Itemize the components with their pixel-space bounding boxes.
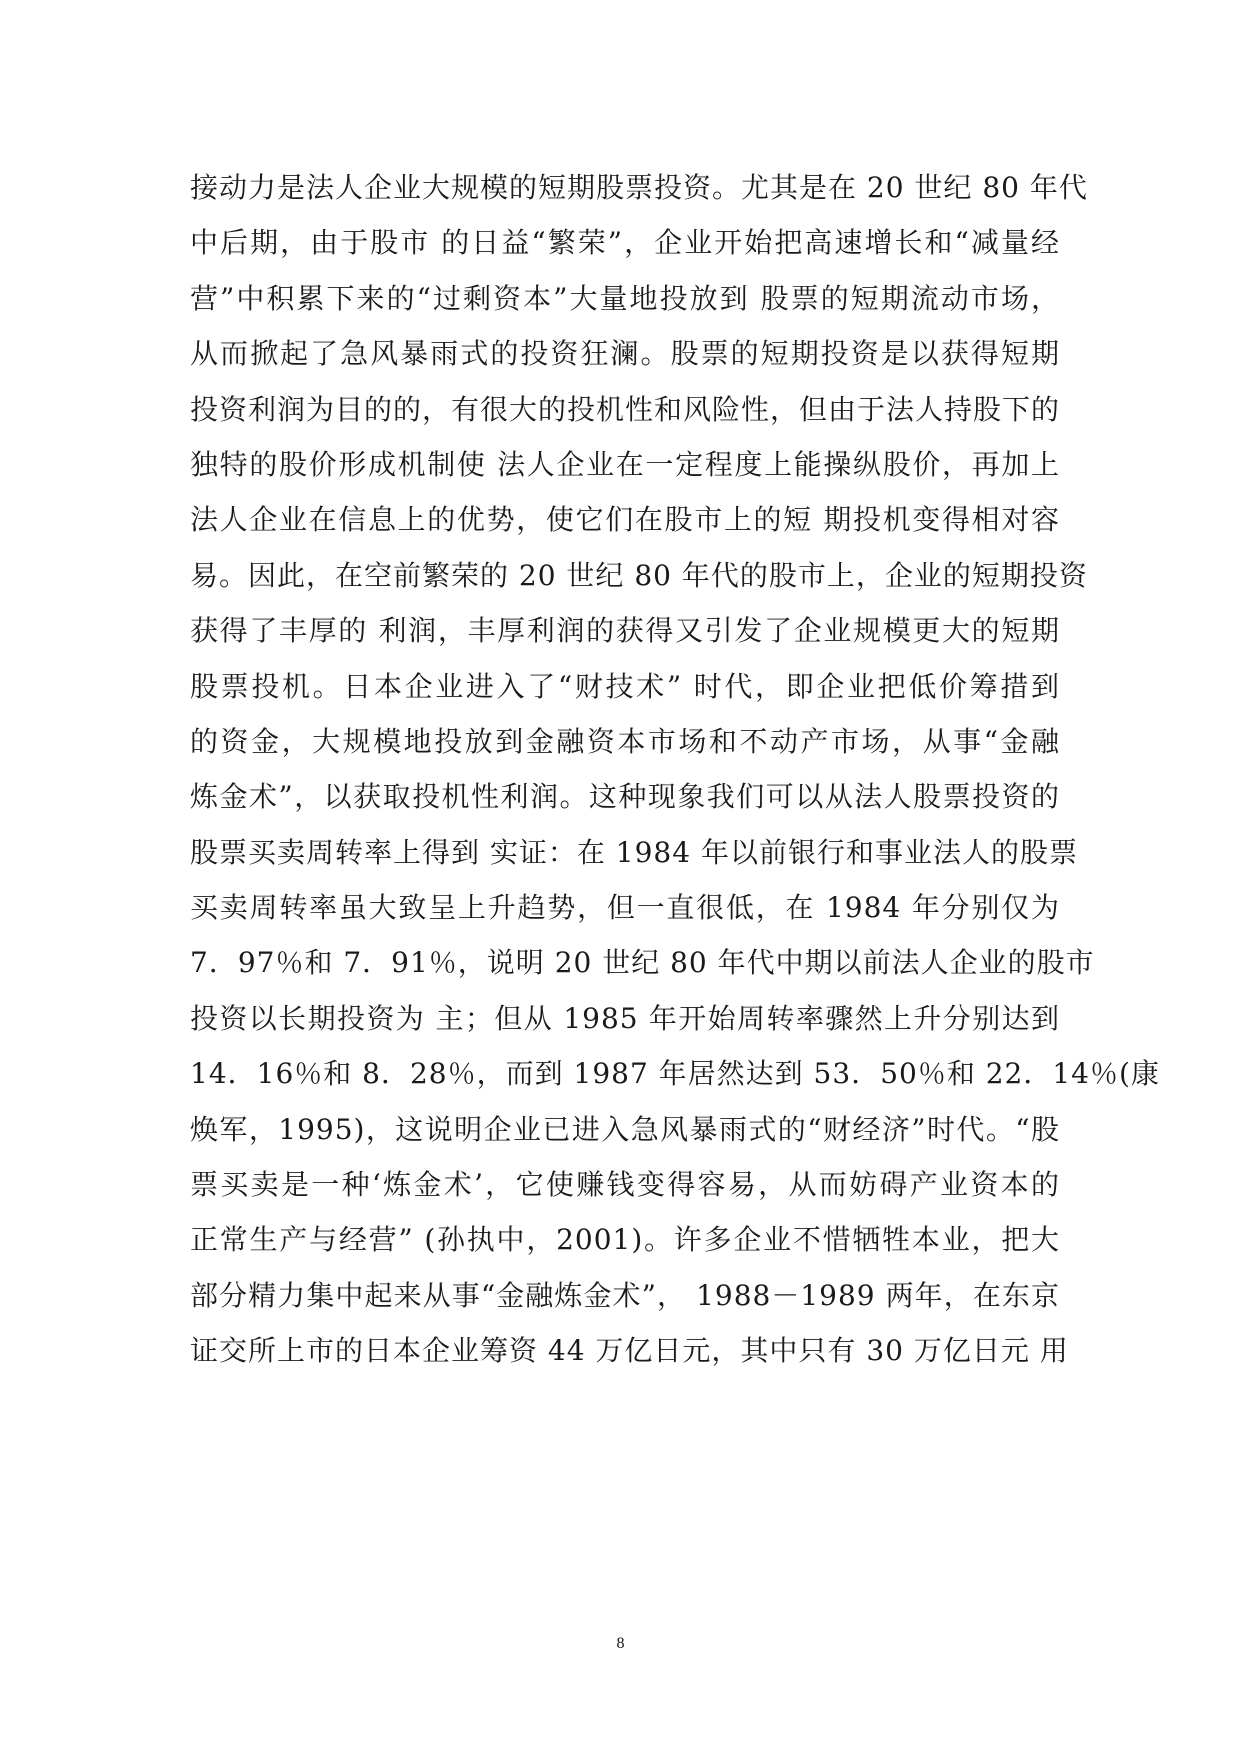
text-line: 部分精力集中起来从事“金融炼金术”， 1988－1989 两年，在东京 xyxy=(190,1278,1060,1312)
text-line: 的资金，大规模地投放到金融资本市场和不动产市场，从事“金融 xyxy=(190,724,1060,758)
text-line: 接动力是法人企业大规模的短期股票投资。尤其是在 20 世纪 80 年代 xyxy=(190,171,1088,204)
text-line: 7．97％和 7．91％，说明 20 世纪 80 年代中期以前法人企业的股市 xyxy=(190,946,1095,980)
text-line: 中后期，由于股市 的日益“繁荣”，企业开始把高速增长和“减量经 xyxy=(190,226,1060,260)
text-line: 从而掀起了急风暴雨式的投资狂澜。股票的短期投资是以获得短期 xyxy=(190,337,1060,371)
text-line: 股票买卖周转率上得到 实证：在 1984 年以前银行和事业法人的股票 xyxy=(190,835,1078,869)
text-line: 独特的股价形成机制使 法人企业在一定程度上能操纵股价，再加上 xyxy=(190,447,1060,481)
text-line: 股票投机。日本企业进入了“财技术” 时代，即企业把低价筹措到 xyxy=(190,669,1060,703)
text-line: 法人企业在信息上的优势，使它们在股市上的短 期投机变得相对容 xyxy=(190,503,1060,537)
text-line: 易。因此，在空前繁荣的 20 世纪 80 年代的股市上，企业的短期投资 xyxy=(190,558,1088,592)
text-line: 14．16％和 8．28％，而到 1987 年居然达到 53．50％和 22．14％(康 xyxy=(190,1057,1160,1091)
text-line: 正常生产与经营” (孙执中，2001)。许多企业不惜牺牲本业，把大 xyxy=(190,1223,1060,1257)
text-line: 投资以长期投资为 主；但从 1985 年开始周转率骤然上升分别达到 xyxy=(190,1001,1060,1035)
text-line: 投资利润为目的的，有很大的投机性和风险性，但由于法人持股下的 xyxy=(190,392,1061,426)
text-line: 证交所上市的日本企业筹资 44 万亿日元，其中只有 30 万亿日元 用 xyxy=(190,1334,1069,1368)
body-text xyxy=(190,160,1160,1379)
text-line: 获得了丰厚的 利润，丰厚利润的获得又引发了企业规模更大的短期 xyxy=(190,614,1060,648)
text-line: 买卖周转率虽大致呈上升趋势，但一直很低，在 1984 年分别仅为 xyxy=(190,891,1060,925)
page-number: 8 xyxy=(616,1635,625,1652)
text-line: 营”中积累下来的“过剩资本”大量地投放到 股票的短期流动市场， xyxy=(190,281,1060,315)
text-line: 票买卖是一种‘炼金术’，它使赚钱变得容易，从而妨碍产业资本的 xyxy=(190,1168,1060,1202)
text-line: 炼金术”，以获取投机性利润。这种现象我们可以从法人股票投资的 xyxy=(190,780,1060,814)
text-line: 焕军，1995)，这说明企业已进入急风暴雨式的“财经济”时代。“股 xyxy=(190,1112,1060,1146)
